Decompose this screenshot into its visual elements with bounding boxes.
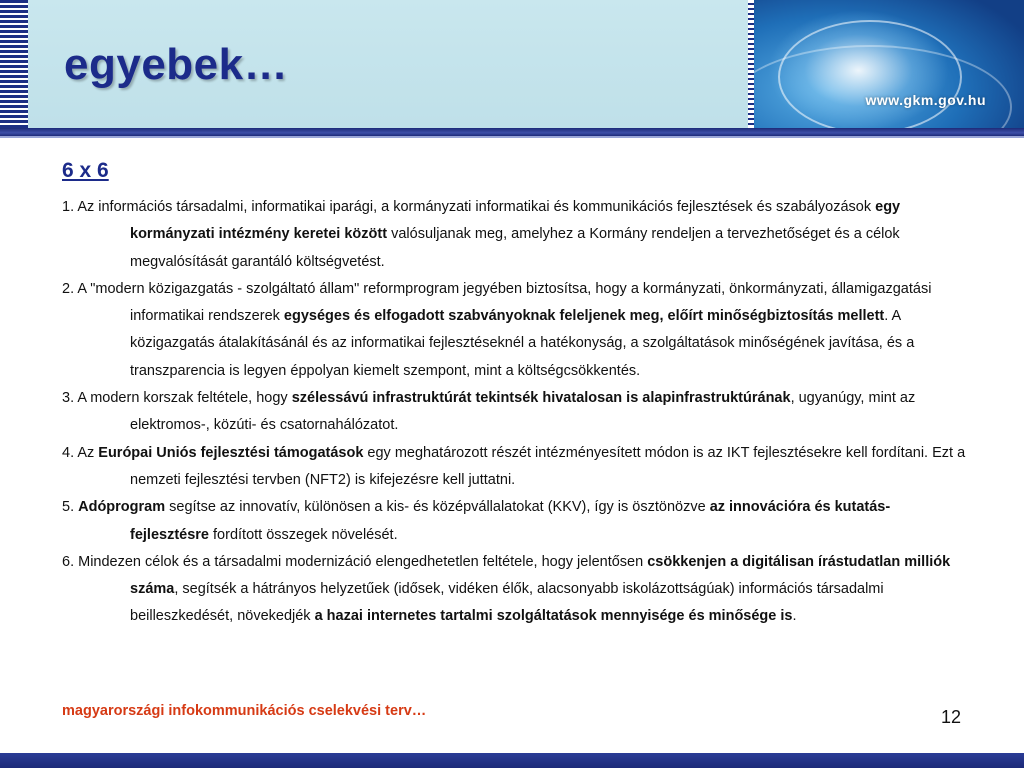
header-globe-image	[748, 0, 1024, 128]
page-number: 12	[940, 707, 961, 727]
list-item: 5. Adóprogram segítse az innovatív, különösen a kis- és középvállalatokat (KKV), így is ösztönözve az innovációra és kutatás-fejlesztésre fordított összegek növelését.	[62, 499, 891, 543]
list-item: 2. A "modern közigazgatás - szolgáltató állam" reformprogram jegyében biztosítsa, hogy a kormányzati, önkormányzati, államigazgatási informatikai rendszerek egységes és elfogadott szabványoknak feleljenek meg, előírt minőségbiztosítás mellett. A közigazgatás átalakításánál és az informatikai fejlesztéseknél a hatékonyság, a szolgáltatások minőségének javítása, és a transzparencia is legyen éppolyan kiemelt szempont, mint a költségcsökkentés.	[62, 280, 932, 379]
header-stripes-right	[748, 0, 754, 128]
page-title: egyebek…	[64, 40, 289, 89]
list-item: 6. Mindezen célok és a társadalmi modernizáció elengedhetetlen feltétele, hogy jelentősen csökkenjen a digitálisan írástudatlan milliók száma, segítsék a hátrányos helyzetűek (idősek, vidéken élők, alacsonyabb iskolázottságúak) információs társadalmi beilleszkedését, növekedjék a hazai internetes tartalmi szolgáltatások mennyisége és minősége is.	[62, 553, 951, 625]
section-subtitle: 6 x 6	[62, 159, 109, 182]
footer-band	[0, 753, 1024, 768]
list-item: 4. Az Európai Uniós fejlesztési támogatások egy meghatározott részét intézményesített módon is az IKT fejlesztésekre kell fordítani. Ezt a nemzeti fejlesztési tervben (NFT2) is kifejezésre kell juttatni.	[62, 444, 966, 488]
header-divider	[0, 128, 1024, 136]
globe-ring-outer	[748, 45, 1012, 128]
list-item: 3. A modern korszak feltétele, hogy szélessávú infrastruktúrát tekintsék hivatalosan is alapinfrastruktúrának, ugyanúgy, mint az elektromos-, közúti- és csatornahálózatot.	[62, 390, 916, 434]
header-divider-light	[0, 136, 1024, 138]
list-item: 1. Az információs társadalmi, informatikai iparági, a kormányzati informatikai és kommunikációs fejlesztések és szabályozások egy kormányzati intézmény keretei között valósuljanak meg, amelyhez a Kormány rendeljen a tervezhetőséget és a célok megvalósítását garantáló költségvetést.	[62, 199, 901, 270]
content-list	[62, 194, 967, 631]
footer-text: magyarországi infokommunikációs cselekvési terv…	[62, 703, 427, 719]
site-url: www.gkm.gov.hu	[865, 92, 986, 108]
header-stripes-left	[0, 0, 28, 130]
